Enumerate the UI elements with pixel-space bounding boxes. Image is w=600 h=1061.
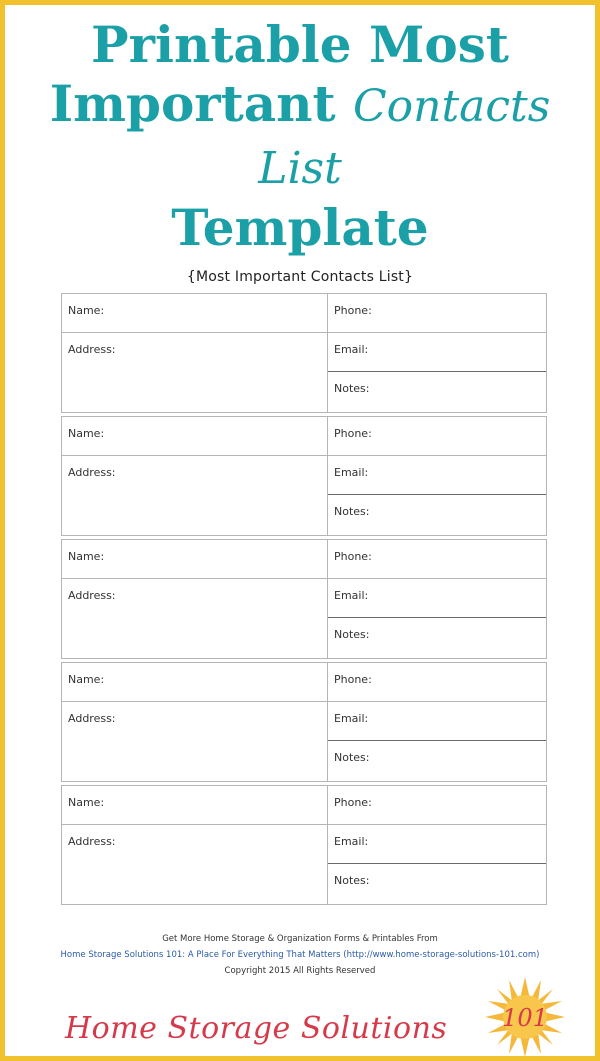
- name-field[interactable]: Name:: [62, 540, 328, 579]
- email-field[interactable]: Email:: [328, 333, 546, 372]
- subtitle: {Most Important Contacts List}: [186, 269, 414, 285]
- email-field[interactable]: Email:: [328, 579, 546, 618]
- contacts-list: [61, 293, 547, 908]
- notes-field[interactable]: Notes:: [334, 751, 370, 764]
- phone-field[interactable]: Phone:: [328, 786, 546, 825]
- notes-field[interactable]: Notes:: [334, 874, 370, 887]
- badge-label: 101: [502, 1004, 548, 1032]
- email-field[interactable]: Email:: [328, 825, 546, 864]
- contact-block: [61, 416, 547, 536]
- contact-block: [61, 785, 547, 905]
- title-line-2-script: Contacts List: [258, 81, 551, 194]
- contact-block: [61, 539, 547, 659]
- email-field[interactable]: Email:: [328, 456, 546, 495]
- name-field[interactable]: Name:: [62, 417, 328, 456]
- contact-block: [61, 293, 547, 413]
- contact-block: [61, 662, 547, 782]
- title-line-3: Template: [171, 198, 429, 257]
- title-line-2-lead: Important: [49, 74, 336, 133]
- address-field[interactable]: Address:: [62, 456, 328, 535]
- name-field[interactable]: Name:: [62, 663, 328, 702]
- phone-field[interactable]: Phone:: [328, 294, 546, 333]
- address-field[interactable]: Address:: [62, 702, 328, 781]
- title-line-1: Printable Most: [91, 15, 509, 74]
- phone-field[interactable]: Phone:: [328, 663, 546, 702]
- address-field[interactable]: Address:: [62, 579, 328, 658]
- brand-logo: [65, 999, 555, 1049]
- notes-field[interactable]: Notes:: [334, 505, 370, 518]
- address-field[interactable]: Address:: [62, 825, 328, 904]
- name-field[interactable]: Name:: [62, 786, 328, 825]
- footer-line-1: Get More Home Storage & Organization Forms & Printables From: [162, 934, 438, 944]
- notes-field[interactable]: Notes:: [334, 382, 370, 395]
- footer: [5, 931, 595, 979]
- page-title: [5, 15, 595, 257]
- name-field[interactable]: Name:: [62, 294, 328, 333]
- notes-field[interactable]: Notes:: [334, 628, 370, 641]
- email-field[interactable]: Email:: [328, 702, 546, 741]
- logo-text: Home Storage Solutions: [65, 1011, 448, 1046]
- phone-field[interactable]: Phone:: [328, 417, 546, 456]
- address-field[interactable]: Address:: [62, 333, 328, 412]
- title-line-2: [5, 74, 595, 198]
- footer-copyright: Copyright 2015 All Rights Reserved: [224, 966, 376, 976]
- sun-badge-icon: [485, 977, 565, 1057]
- phone-field[interactable]: Phone:: [328, 540, 546, 579]
- footer-link[interactable]: Home Storage Solutions 101: A Place For Everything That Matters (http://www.home-storage-solutions-101.com): [60, 950, 540, 960]
